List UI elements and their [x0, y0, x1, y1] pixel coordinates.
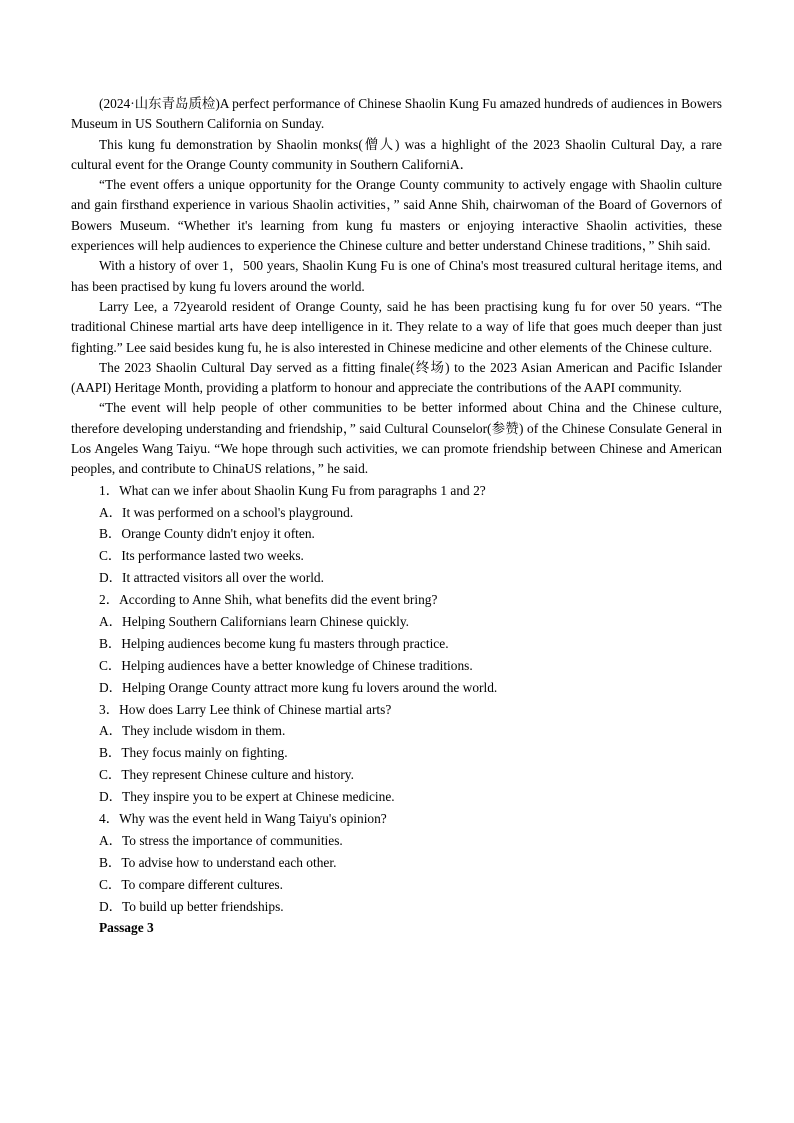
- paragraph-6: The 2023 Shaolin Cultural Day served as a fitting finale(终场) to the 2023 Asian American and Pacific Islander (AAPI) Heritage Month, providing a platform to honour and appreciate the contributions of the AAPI community.: [71, 359, 722, 396]
- paragraph-3: “The event offers a unique opportunity for the Orange County community to actively engage with Shaolin culture and gain firsthand experience in various Shaolin activities，” said Anne Shih, chairwoman of the Board of Governors of Bowers Museum. “Whether it's learning from kung fu masters or enjoying interactive Shaolin activities, these experiences will help audiences to experience the Chinese culture and better understand Chinese traditions，” Shih said.: [71, 177, 722, 254]
- paragraph-5: Larry Lee, a 72yearold resident of Orange County, said he has been practising kung fu for over 50 years. “The traditional Chinese martial arts have deep intelligence in it. They relate to a way of life that goes much deeper than just fighting.” Lee said besides kung fu, he is also interested in Chinese medicine and other elements of the Chinese culture.: [71, 298, 722, 355]
- question-stem: 2．According to Anne Shih, what benefits did the event bring?: [99, 592, 438, 608]
- question-stem: 3．How does Larry Lee think of Chinese martial arts?: [99, 701, 392, 717]
- option-c: C．Helping audiences have a better knowledge of Chinese traditions.: [99, 657, 473, 673]
- option-c: C．To compare different cultures.: [99, 876, 283, 892]
- question-stem: 1．What can we infer about Shaolin Kung Fu from paragraphs 1 and 2?: [99, 482, 486, 498]
- question-3: [71, 699, 722, 808]
- option-d: D．They inspire you to be expert at Chinese medicine.: [99, 789, 395, 805]
- option-a: A．Helping Southern Californians learn Chinese quickly.: [99, 613, 410, 629]
- paragraph-1: (2024·山东青岛质检)A perfect performance of Chinese Shaolin Kung Fu amazed hundreds of audiences in Bowers Museum in US Southern California on Sunday.: [71, 96, 722, 132]
- option-a: A．To stress the importance of communities.: [99, 832, 343, 848]
- option-c: C．Its performance lasted two weeks.: [99, 548, 304, 564]
- option-d: D．It attracted visitors all over the world.: [99, 570, 324, 586]
- paragraph-2: This kung fu demonstration by Shaolin monks(僧人) was a highlight of the 2023 Shaolin Cultural Day, a rare cultural event for the Orange County community in Southern CaliforniA．: [71, 136, 722, 172]
- option-b: B．They focus mainly on fighting.: [99, 745, 288, 761]
- option-d: D．Helping Orange County attract more kung fu lovers around the world.: [99, 679, 498, 695]
- paragraph-4: With a history of over 1，500 years, Shaolin Kung Fu is one of China's most treasured cultural heritage items, and has been practised by kung fu lovers around the world.: [71, 258, 722, 294]
- question-1: [71, 480, 722, 589]
- option-a: A．It was performed on a school's playground.: [99, 504, 354, 520]
- passage-heading: Passage 3: [99, 920, 154, 936]
- question-2: [71, 589, 722, 698]
- option-b: B．Helping audiences become kung fu masters through practice.: [99, 635, 449, 651]
- option-b: B．To advise how to understand each other.: [99, 854, 337, 870]
- document-page: [71, 94, 722, 939]
- question-stem: 4．Why was the event held in Wang Taiyu's opinion?: [99, 811, 387, 826]
- option-c: C．They represent Chinese culture and history.: [99, 767, 354, 783]
- question-4: [71, 808, 722, 917]
- option-a: A．They include wisdom in them.: [99, 723, 286, 739]
- paragraph-7: “The event will help people of other communities to be better informed about China and the Chinese culture, therefore developing understanding and friendship，” said Cultural Counselor(参赞) of the Chinese Consulate General in Los Angeles Wang Taiyu. “We hope through such activities, we can promote friendship between Chinese and American peoples, and contribute to ChinaUS relations，” he said.: [71, 400, 722, 477]
- option-b: B．Orange County didn't enjoy it often.: [99, 526, 315, 542]
- option-d: D．To build up better friendships.: [99, 898, 284, 914]
